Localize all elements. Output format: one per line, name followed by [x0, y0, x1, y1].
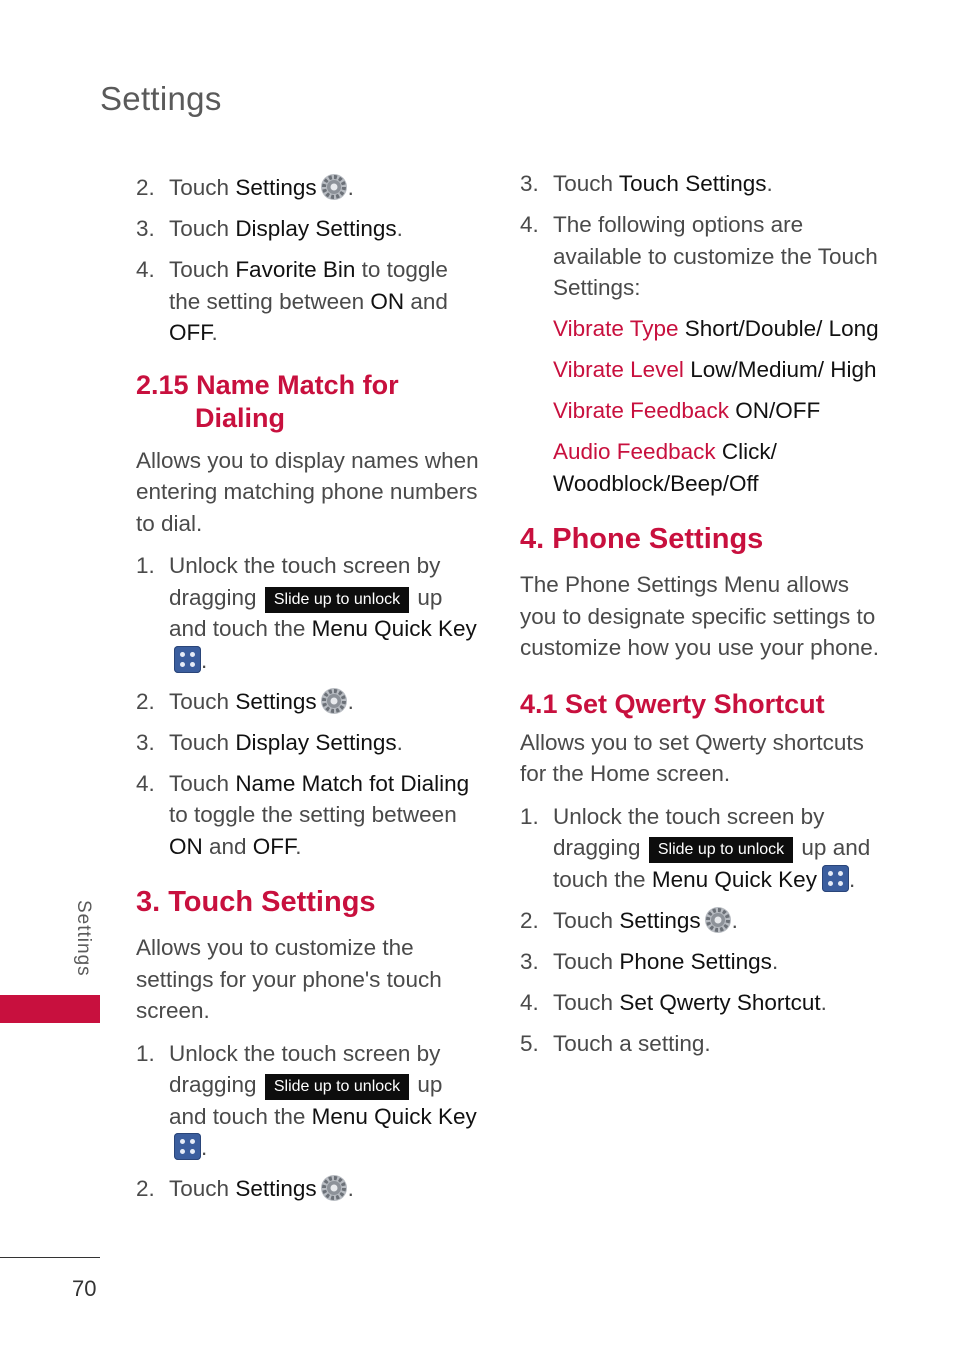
- footer-divider: [0, 1257, 100, 1258]
- section-heading-phone-settings: 4. Phone Settings: [520, 523, 764, 555]
- menu-quick-label: Menu Quick: [311, 616, 432, 641]
- touch-settings-label: Touch Settings: [618, 171, 767, 196]
- step-text: and touch the: [169, 616, 306, 641]
- page-number: 70: [72, 1276, 97, 1301]
- step-verb: Touch: [553, 907, 614, 933]
- step-unlock: [520, 801, 880, 896]
- step-number: 1.: [136, 553, 155, 578]
- step-text: to toggle the setting between: [169, 802, 457, 827]
- settings-gear-icon: [704, 906, 732, 934]
- period: .: [766, 171, 773, 196]
- period: .: [848, 866, 856, 892]
- step-verb: Touch: [553, 948, 614, 974]
- step-number: 3.: [520, 948, 539, 974]
- option-value: Low/Medium/ High: [690, 357, 877, 382]
- step-text: Unlock the touch screen by: [553, 803, 825, 829]
- section-heading-4-1: 4.1 Set Qwerty Shortcut: [520, 688, 825, 719]
- name-match-label: Name Match fot Dialing: [235, 770, 470, 796]
- step-text: Touch a setting.: [553, 1030, 711, 1056]
- option-label: Vibrate Type: [553, 316, 679, 341]
- side-tab-label: Settings: [73, 900, 94, 977]
- section-description: Allows you to display names when entering matching phone numbers to dial.: [136, 447, 479, 536]
- step-verb: Touch: [169, 770, 230, 796]
- display-settings-label: Display Settings: [235, 729, 397, 755]
- key-label: Key: [437, 1103, 477, 1129]
- period: .: [201, 647, 208, 673]
- key-label: Key: [437, 616, 477, 641]
- step-text: up: [417, 1072, 443, 1097]
- set-qwerty-label: Set Qwerty Shortcut: [619, 989, 821, 1015]
- step-number: 2.: [136, 1176, 155, 1201]
- step-name-match: [136, 768, 481, 863]
- settings-label: Settings: [619, 907, 701, 933]
- on-label: ON: [370, 288, 405, 314]
- option-label: Vibrate Feedback: [553, 398, 729, 423]
- step-number: 4.: [136, 257, 155, 282]
- settings-gear-icon: [320, 173, 348, 201]
- step-verb: Touch: [169, 688, 230, 714]
- settings-label: Settings: [235, 175, 317, 200]
- period: .: [820, 989, 827, 1015]
- period: .: [347, 175, 354, 200]
- slide-to-unlock-bar: Slide up to unlock: [265, 1074, 409, 1100]
- section-number: 2.15: [136, 369, 189, 400]
- period: .: [731, 907, 738, 933]
- step-number: 3.: [520, 171, 539, 196]
- step-text: and touch the: [169, 1103, 306, 1129]
- option-label: Audio Feedback: [553, 439, 716, 464]
- step-set-qwerty: [520, 987, 880, 1019]
- settings-gear-icon: [320, 687, 348, 715]
- section-heading-2-15: [136, 369, 481, 435]
- right-column: [520, 168, 880, 1069]
- phone-settings-label: Phone Settings: [619, 948, 772, 974]
- section-description: Allows you to set Qwerty shortcuts for the Home screen.: [520, 729, 864, 786]
- off-label: OFF: [169, 320, 212, 345]
- section-heading-touch-settings: 3. Touch Settings: [136, 886, 376, 918]
- step-text: Unlock the touch screen by: [169, 553, 441, 578]
- off-label: OFF: [252, 833, 296, 859]
- step-touch-settings: [136, 686, 481, 718]
- section-description: Allows you to customize the settings for your phone's touch screen.: [136, 935, 442, 1023]
- period: .: [347, 1176, 354, 1201]
- period: .: [295, 833, 302, 859]
- step-text: dragging: [169, 584, 257, 610]
- menu-quick-key-icon: [174, 1133, 201, 1160]
- key-label: Key: [778, 866, 817, 892]
- step-number: 1.: [136, 1040, 155, 1066]
- menu-quick-key-icon: [822, 865, 849, 892]
- settings-label: Settings: [235, 688, 317, 714]
- step-text: The following options are available to customize the Touch Settings:: [553, 212, 878, 300]
- page-header-title: Settings: [100, 80, 222, 117]
- option-vibrate-type: [553, 313, 880, 345]
- period: .: [347, 688, 354, 714]
- step-text: dragging: [553, 835, 641, 860]
- step-phone-settings: [520, 946, 880, 978]
- step-touch-touch-settings: [520, 168, 880, 200]
- step-text: the setting between: [169, 288, 371, 314]
- step-text: and: [404, 288, 448, 314]
- period: .: [396, 216, 403, 241]
- step-verb: Touch: [169, 257, 230, 282]
- step-display-settings: [136, 213, 481, 245]
- step-verb: Touch: [169, 175, 230, 200]
- step-number: 1.: [520, 803, 539, 829]
- option-vibrate-feedback: [553, 395, 880, 427]
- settings-gear-icon: [320, 1174, 348, 1202]
- step-number: 4.: [136, 770, 155, 796]
- period: .: [201, 1135, 208, 1160]
- section-description: The Phone Settings Menu allows you to designate specific settings to customize how you use your phone.: [520, 572, 879, 660]
- step-number: 3.: [136, 216, 155, 241]
- step-verb: Touch: [553, 171, 614, 196]
- slide-to-unlock-bar: Slide up to unlock: [265, 587, 409, 613]
- option-value: Click/ Woodblock/Beep/Off: [553, 439, 777, 496]
- step-touch-settings: [136, 1173, 481, 1205]
- step-text: and touch the: [553, 835, 871, 892]
- step-display-settings: [136, 727, 481, 759]
- step-touch-settings: [520, 905, 880, 937]
- menu-quick-key-icon: [174, 646, 201, 673]
- step-number: 2.: [136, 175, 155, 200]
- step-text: to toggle: [355, 257, 448, 282]
- period: .: [211, 320, 218, 345]
- step-number: 2.: [520, 907, 539, 933]
- option-audio-feedback: [553, 436, 880, 499]
- step-verb: Touch: [169, 216, 230, 241]
- step-number: 2.: [136, 688, 155, 714]
- step-number: 5.: [520, 1030, 539, 1056]
- step-unlock: [136, 550, 481, 676]
- step-options-intro: [520, 209, 880, 304]
- slide-to-unlock-bar: Slide up to unlock: [649, 837, 793, 863]
- display-settings-label: Display Settings: [235, 216, 397, 241]
- step-touch-settings: [136, 172, 481, 204]
- menu-quick-label: Menu Quick: [311, 1103, 432, 1129]
- option-value: ON/OFF: [735, 398, 821, 423]
- step-number: 4.: [520, 212, 539, 237]
- step-verb: Touch: [553, 989, 614, 1015]
- step-text: up: [417, 584, 443, 610]
- period: .: [771, 948, 779, 974]
- section-title: Name Match for Dialing: [195, 369, 399, 433]
- step-unlock: [136, 1038, 481, 1164]
- step-text: up: [801, 835, 827, 860]
- left-column: [136, 172, 481, 1214]
- on-label: ON: [169, 833, 203, 859]
- period: .: [396, 729, 403, 755]
- step-touch-a-setting: [520, 1028, 880, 1060]
- step-verb: Touch: [169, 729, 230, 755]
- step-number: 3.: [136, 729, 155, 755]
- settings-label: Settings: [235, 1176, 317, 1201]
- step-text: Unlock the touch screen by: [169, 1040, 441, 1066]
- step-verb: Touch: [169, 1176, 230, 1201]
- option-vibrate-level: [553, 354, 880, 386]
- menu-quick-label: Menu Quick: [651, 866, 772, 892]
- option-value: Short/Double/ Long: [684, 316, 879, 341]
- favorite-bin-label: Favorite Bin: [235, 257, 356, 282]
- step-number: 4.: [520, 989, 539, 1015]
- option-label: Vibrate Level: [553, 357, 684, 382]
- step-favorite-bin: [136, 254, 481, 349]
- side-tab-bar: [0, 995, 100, 1023]
- step-text: and: [202, 833, 253, 859]
- step-text: dragging: [169, 1072, 257, 1097]
